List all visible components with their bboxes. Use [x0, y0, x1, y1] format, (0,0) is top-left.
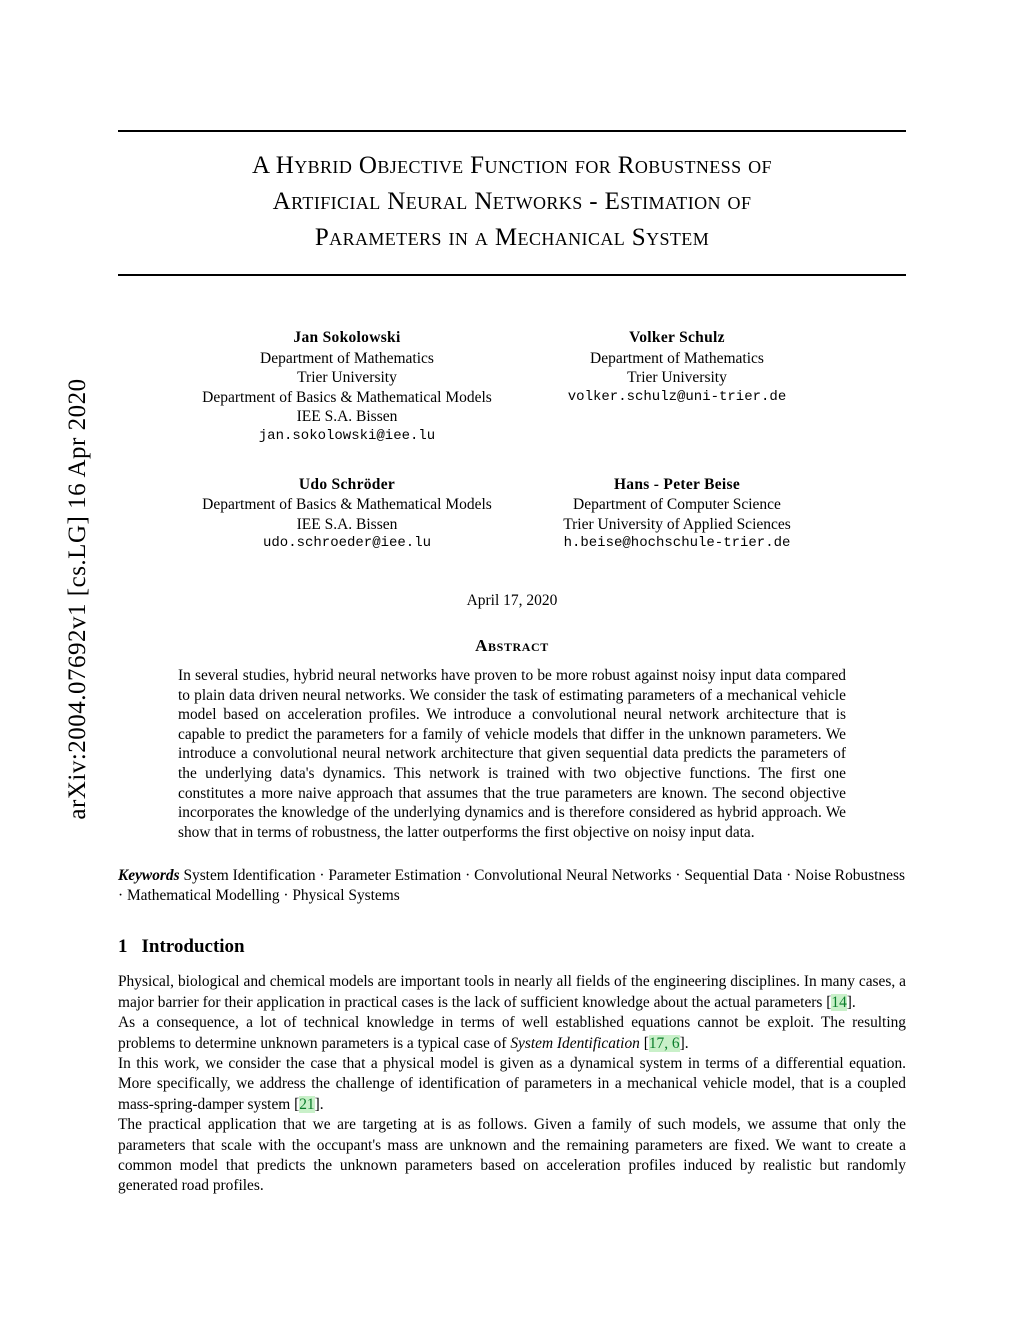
author-name: Volker Schulz [629, 329, 725, 346]
introduction-body [118, 972, 906, 1196]
author-entry [182, 328, 512, 447]
author-name: Jan Sokolowski [293, 329, 401, 346]
author-name: Udo Schröder [298, 475, 396, 493]
author-affiliation-line: Trier University of Applied Sciences [563, 515, 791, 533]
abstract-heading: Abstract [475, 635, 549, 655]
title-line-3: Parameters in a Mechanical System [314, 224, 710, 251]
paragraph-text: Physical, biological and chemical models are important tools in nearly all fields of the engineering disciplines. In many cases, a major barrier for their application in practical cases is the lack of sufficient knowledge about the actual parameters [ [118, 973, 906, 1011]
author-email[interactable]: h.beise@hochschule-trier.de [563, 535, 791, 552]
paper-page [118, 0, 906, 1325]
author-email[interactable]: udo.schroeder@iee.lu [262, 535, 432, 552]
author-affiliation-line: Trier University [627, 369, 727, 387]
author-block [118, 328, 906, 554]
paragraph-text: ]. [679, 1034, 689, 1052]
keywords-line [118, 866, 906, 906]
author-row [118, 328, 906, 447]
section-heading-introduction [118, 936, 906, 958]
author-affiliation-line: Trier University [297, 369, 397, 387]
page-title [118, 132, 906, 262]
paragraph [118, 1013, 906, 1054]
author-affiliation-line: Department of Basics & Mathematical Models [202, 496, 492, 514]
citation-link[interactable]: 17, 6 [648, 1034, 680, 1052]
author-email[interactable]: jan.sokolowski@iee.lu [258, 427, 436, 444]
title-bottom-rule [118, 274, 906, 276]
author-affiliation-line: Department of Mathematics [260, 349, 434, 367]
paragraph: The practical application that we are targeting at is as follows. Given a family of such models, we assume that only the parameters that scale with the occupant's mass are unknown and the remaining parameters are fixed. We want to create a common model that predicts the unknown parameters based on acceleration profiles induced by realistic but randomly generated road profiles. [118, 1116, 906, 1195]
paragraph-text: As a consequence, a lot of technical knowledge in terms of well established equations cannot be exploit. The resulting problems to determine unknown parameters is a typical case of [118, 1014, 906, 1052]
author-email[interactable]: volker.schulz@uni-trier.de [567, 388, 787, 405]
keywords-text: System Identification · Parameter Estimation · Convolutional Neural Networks · Sequential Data · Noise Robustness · Mathematical Modelling · Physical Systems [118, 867, 905, 905]
title-line-2: Artificial Neural Networks - Estimation of [272, 188, 752, 215]
paragraph-text: In this work, we consider the case that a physical model is given as a dynamical system in terms of a differential equation. More specifically, we address the challenge of identification of parameters in a mechanical vehicle model, that is a coupled mass-spring-damper system [ [118, 1054, 906, 1113]
publication-date: April 17, 2020 [466, 591, 558, 609]
author-entry [512, 475, 842, 554]
keywords-label: Keywords [118, 867, 180, 885]
abstract-body: In several studies, hybrid neural networks have proven to be more robust against noisy input data compared to plain data driven neural networks. We consider the task of estimating parameters of a mechanical vehicle model based on acceleration profiles. We introduce a convolutional neural network architecture that is capable to predict the parameters for a family of vehicle models that differ in the unknown parameters. We introduce a convolutional neural network architecture that given sequential data predicts the parameters of the underlying data's dynamics. This network is trained with two objective functions. The first one constitutes a more naive approach that assumes that the true parameters are known. The second objective incorporates the knowledge of the underlying dynamics and is therefore considered as hybrid approach. We show that in terms of robustness, the latter outperforms the first objective on noisy input data. [178, 666, 846, 841]
author-affiliation-line: Department of Basics & Mathematical Models [202, 388, 492, 406]
author-entry [182, 475, 512, 554]
title-line-1: A Hybrid Objective Function for Robustness of [252, 152, 772, 179]
author-affiliation-line: IEE S.A. Bissen [296, 408, 398, 426]
author-affiliation-line: Department of Computer Science [573, 496, 781, 514]
paragraph [118, 1054, 906, 1115]
author-name: Hans - Peter Beise [613, 475, 741, 493]
section-number: 1 [118, 936, 128, 958]
author-affiliation-line: IEE S.A. Bissen [296, 515, 398, 533]
paragraph [118, 972, 906, 1013]
author-affiliation-line: Department of Mathematics [590, 349, 764, 367]
author-entry [512, 328, 842, 447]
paragraph-text: ]. [846, 993, 856, 1011]
section-title: Introduction [141, 936, 245, 958]
paragraph-text: [ [639, 1034, 649, 1052]
emphasis-text: System Identification [510, 1034, 640, 1052]
author-row [118, 475, 906, 554]
paragraph-text: ]. [314, 1095, 324, 1113]
arxiv-identifier-stamp: arXiv:2004.07692v1 [cs.LG] 16 Apr 2020 [64, 378, 91, 820]
citation-link[interactable]: 14 [831, 993, 847, 1011]
citation-link[interactable]: 21 [299, 1095, 315, 1113]
